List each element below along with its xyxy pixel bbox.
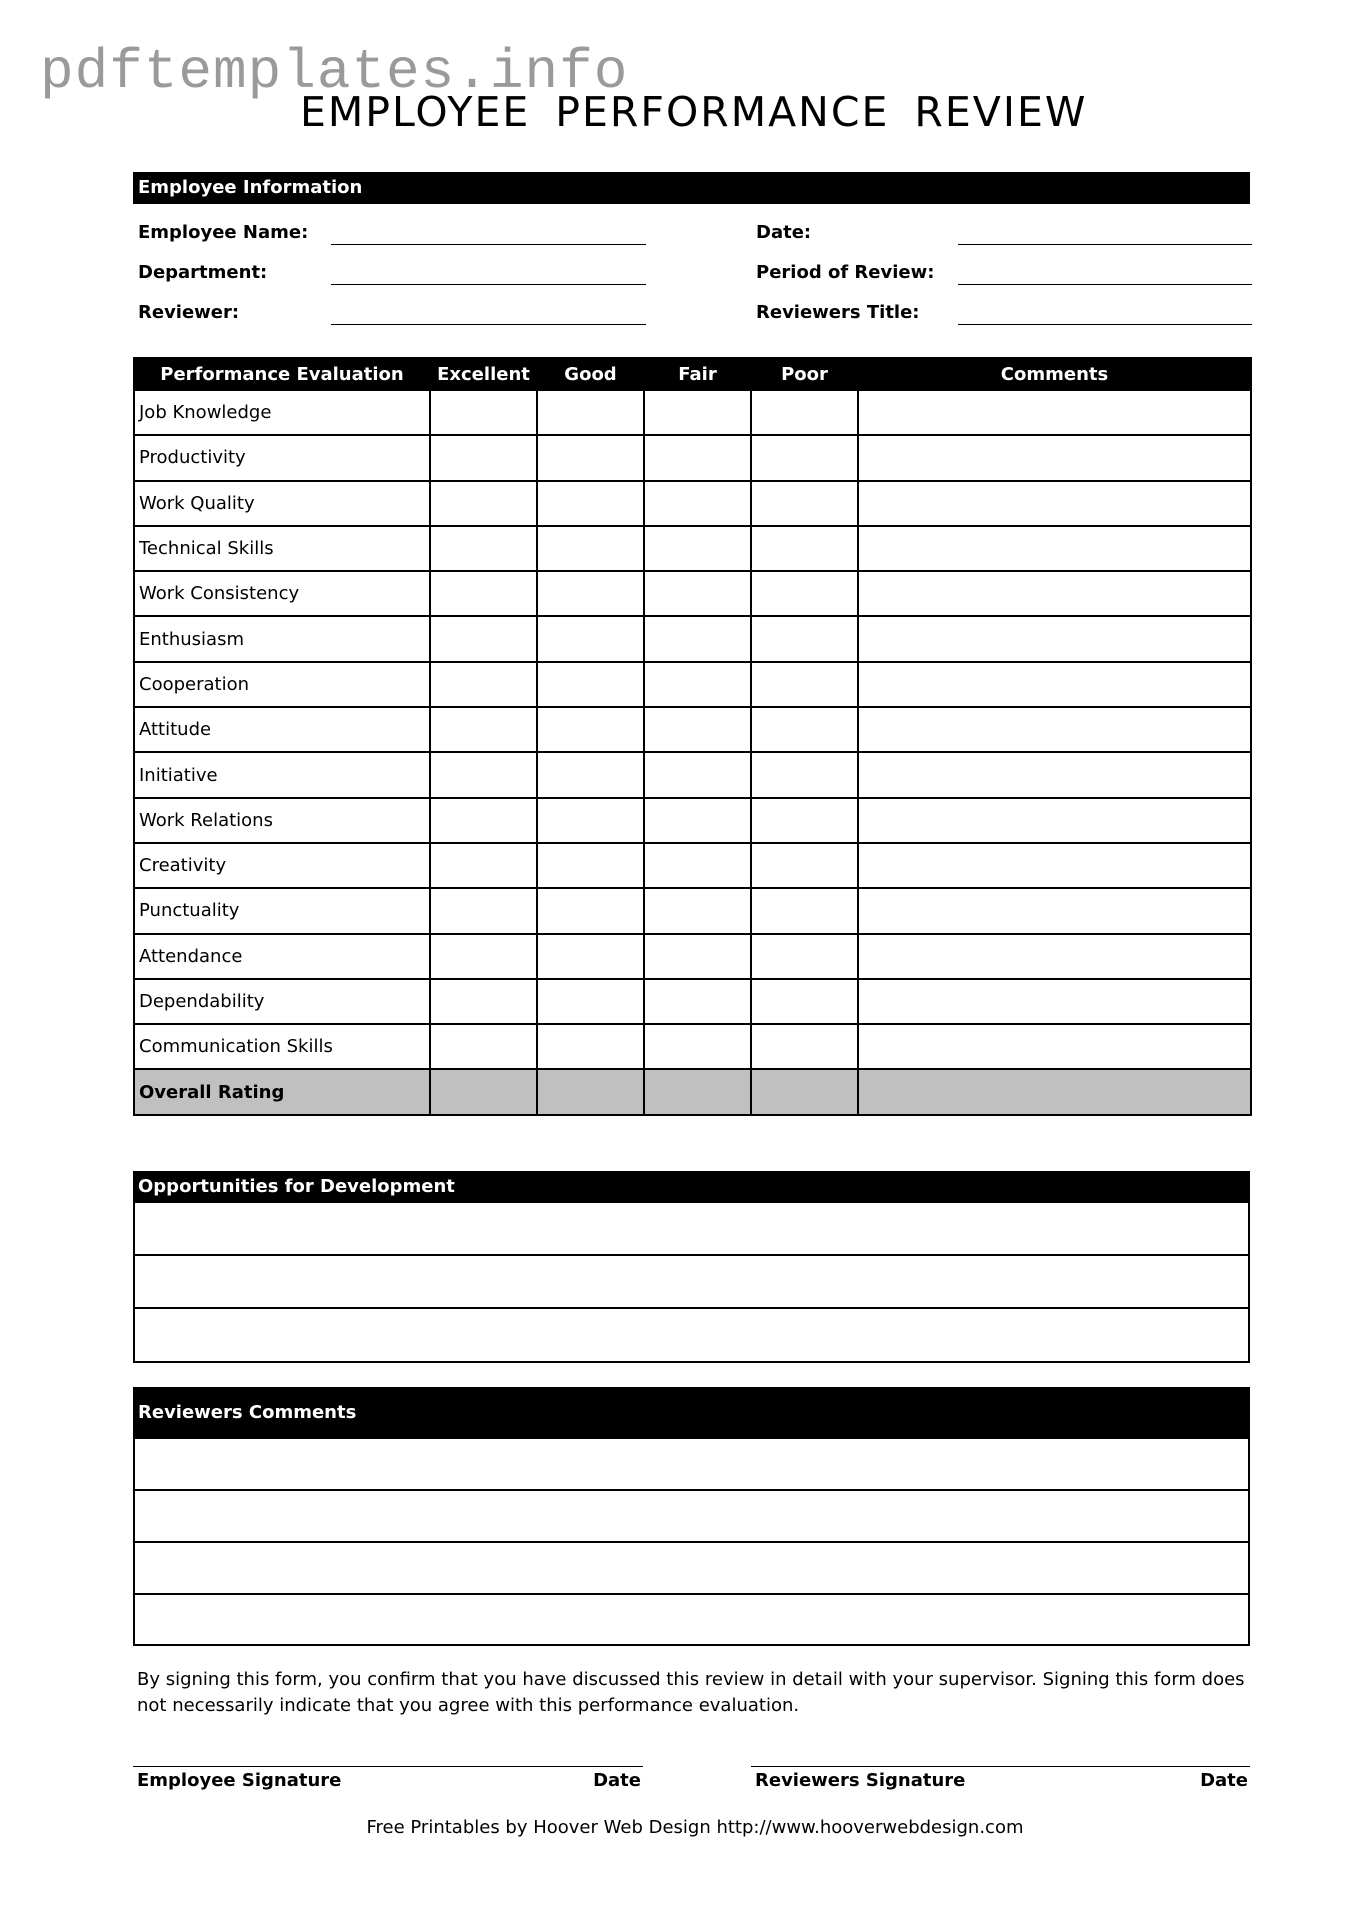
- fair-cell[interactable]: [644, 752, 751, 797]
- fair-cell[interactable]: [644, 390, 751, 435]
- comments-cell[interactable]: [858, 798, 1251, 843]
- poor-cell[interactable]: [751, 798, 858, 843]
- comments-cell[interactable]: [858, 934, 1251, 979]
- criteria-row: [134, 435, 1251, 480]
- good-cell[interactable]: [537, 571, 644, 616]
- criteria-label: Work Relations: [134, 798, 430, 843]
- good-cell[interactable]: [537, 526, 644, 571]
- poor-cell[interactable]: [751, 707, 858, 752]
- comments-cell[interactable]: [858, 888, 1251, 933]
- criteria-row: [134, 571, 1251, 616]
- development-heading: Opportunities for Development: [138, 1176, 455, 1197]
- criteria-row: [134, 616, 1251, 661]
- criteria-row: [134, 798, 1251, 843]
- period-of-review-field[interactable]: [958, 284, 1252, 285]
- good-cell[interactable]: [537, 435, 644, 480]
- good-cell[interactable]: [537, 888, 644, 933]
- criteria-row: [134, 888, 1251, 933]
- employee-signature-label: Employee Signature: [137, 1770, 342, 1791]
- excellent-cell[interactable]: [430, 1069, 537, 1114]
- employee-date-label: Date: [593, 1770, 641, 1791]
- excellent-cell[interactable]: [430, 571, 537, 616]
- excellent-cell[interactable]: [430, 707, 537, 752]
- development-line[interactable]: [135, 1203, 1248, 1256]
- fair-cell[interactable]: [644, 843, 751, 888]
- date-label: Date:: [756, 222, 812, 243]
- fair-cell[interactable]: [644, 707, 751, 752]
- reviewer-date-label: Date: [1200, 1770, 1248, 1791]
- overall-rating-row: [134, 1069, 1251, 1114]
- excellent-cell[interactable]: [430, 662, 537, 707]
- criteria-label: Dependability: [134, 979, 430, 1024]
- good-cell[interactable]: [537, 1024, 644, 1069]
- reviewer-comments-header: [133, 1387, 1250, 1439]
- criteria-row: [134, 934, 1251, 979]
- fair-cell[interactable]: [644, 571, 751, 616]
- good-cell[interactable]: [537, 979, 644, 1024]
- watermark: pdftemplates.info: [40, 40, 629, 104]
- employee-info-header: [133, 172, 1250, 204]
- good-cell[interactable]: [537, 662, 644, 707]
- reviewer-comment-line[interactable]: [135, 1491, 1248, 1543]
- criteria-label: Work Consistency: [134, 571, 430, 616]
- fair-cell[interactable]: [644, 798, 751, 843]
- comments-cell[interactable]: [858, 1024, 1251, 1069]
- criteria-label: Enthusiasm: [134, 616, 430, 661]
- column-header-poor: Poor: [751, 358, 858, 390]
- poor-cell[interactable]: [751, 435, 858, 480]
- period-of-review-label: Period of Review:: [756, 262, 935, 283]
- poor-cell[interactable]: [751, 934, 858, 979]
- column-header-fair: Fair: [644, 358, 751, 390]
- development-lines: [133, 1201, 1250, 1363]
- reviewer-comments-lines: [133, 1437, 1250, 1646]
- good-cell[interactable]: [537, 1069, 644, 1114]
- footer-credit: Free Printables by Hoover Web Design http://www.hooverwebdesign.com: [366, 1817, 1024, 1838]
- good-cell[interactable]: [537, 752, 644, 797]
- department-field[interactable]: [331, 284, 646, 285]
- development-line[interactable]: [135, 1256, 1248, 1309]
- column-header-excellent: Excellent: [430, 358, 537, 390]
- criteria-row: [134, 707, 1251, 752]
- date-field[interactable]: [958, 244, 1252, 245]
- reviewer-label: Reviewer:: [138, 302, 240, 323]
- fair-cell[interactable]: [644, 888, 751, 933]
- fair-cell[interactable]: [644, 934, 751, 979]
- excellent-cell[interactable]: [430, 888, 537, 933]
- development-line[interactable]: [135, 1309, 1248, 1361]
- poor-cell[interactable]: [751, 752, 858, 797]
- reviewer-comment-line[interactable]: [135, 1439, 1248, 1491]
- comments-cell[interactable]: [858, 707, 1251, 752]
- criteria-label: Technical Skills: [134, 526, 430, 571]
- reviewers-title-label: Reviewers Title:: [756, 302, 920, 323]
- poor-cell[interactable]: [751, 390, 858, 435]
- excellent-cell[interactable]: [430, 616, 537, 661]
- poor-cell[interactable]: [751, 1069, 858, 1114]
- criteria-label: Productivity: [134, 435, 430, 480]
- comments-cell[interactable]: [858, 571, 1251, 616]
- comments-cell[interactable]: [858, 752, 1251, 797]
- column-header-good: Good: [537, 358, 644, 390]
- criteria-label: Creativity: [134, 843, 430, 888]
- fair-cell[interactable]: [644, 662, 751, 707]
- reviewer-comment-line[interactable]: [135, 1543, 1248, 1595]
- criteria-label: Attitude: [134, 707, 430, 752]
- criteria-row: [134, 662, 1251, 707]
- criteria-label: Communication Skills: [134, 1024, 430, 1069]
- fair-cell[interactable]: [644, 1024, 751, 1069]
- good-cell[interactable]: [537, 481, 644, 526]
- poor-cell[interactable]: [751, 979, 858, 1024]
- fair-cell[interactable]: [644, 1069, 751, 1114]
- development-header: [133, 1171, 1250, 1203]
- poor-cell[interactable]: [751, 571, 858, 616]
- performance-evaluation-table: [133, 357, 1252, 1116]
- criteria-label: Work Quality: [134, 481, 430, 526]
- reviewers-title-field[interactable]: [958, 324, 1252, 325]
- criteria-label: Cooperation: [134, 662, 430, 707]
- poor-cell[interactable]: [751, 888, 858, 933]
- reviewer-comments-heading: Reviewers Comments: [138, 1402, 357, 1423]
- good-cell[interactable]: [537, 934, 644, 979]
- comments-cell[interactable]: [858, 662, 1251, 707]
- criteria-label: Punctuality: [134, 888, 430, 933]
- good-cell[interactable]: [537, 616, 644, 661]
- poor-cell[interactable]: [751, 843, 858, 888]
- excellent-cell[interactable]: [430, 843, 537, 888]
- comments-cell[interactable]: [858, 481, 1251, 526]
- criteria-label: Attendance: [134, 934, 430, 979]
- good-cell[interactable]: [537, 798, 644, 843]
- criteria-row: [134, 843, 1251, 888]
- reviewer-comment-line[interactable]: [135, 1595, 1248, 1644]
- good-cell[interactable]: [537, 843, 644, 888]
- comments-cell[interactable]: [858, 390, 1251, 435]
- fair-cell[interactable]: [644, 526, 751, 571]
- criteria-row: [134, 979, 1251, 1024]
- poor-cell[interactable]: [751, 526, 858, 571]
- poor-cell[interactable]: [751, 1024, 858, 1069]
- excellent-cell[interactable]: [430, 934, 537, 979]
- overall-rating-label: Overall Rating: [134, 1069, 430, 1114]
- excellent-cell[interactable]: [430, 979, 537, 1024]
- excellent-cell[interactable]: [430, 1024, 537, 1069]
- poor-cell[interactable]: [751, 481, 858, 526]
- criteria-row: [134, 481, 1251, 526]
- criteria-label: Job Knowledge: [134, 390, 430, 435]
- poor-cell[interactable]: [751, 616, 858, 661]
- criteria-row: [134, 1024, 1251, 1069]
- comments-cell[interactable]: [858, 1069, 1251, 1114]
- good-cell[interactable]: [537, 390, 644, 435]
- criteria-row: [134, 752, 1251, 797]
- page-title: EMPLOYEE PERFORMANCE REVIEW: [300, 88, 1088, 136]
- reviewer-signature-line[interactable]: [751, 1766, 1250, 1791]
- good-cell[interactable]: [537, 707, 644, 752]
- excellent-cell[interactable]: [430, 481, 537, 526]
- evaluation-header-row: [134, 358, 1251, 390]
- comments-cell[interactable]: [858, 435, 1251, 480]
- excellent-cell[interactable]: [430, 752, 537, 797]
- reviewer-signature-label: Reviewers Signature: [755, 1770, 966, 1791]
- fair-cell[interactable]: [644, 979, 751, 1024]
- fair-cell[interactable]: [644, 616, 751, 661]
- excellent-cell[interactable]: [430, 798, 537, 843]
- criteria-row: [134, 390, 1251, 435]
- employee-info-heading: Employee Information: [138, 177, 363, 198]
- column-header-criteria: Performance Evaluation: [134, 358, 430, 390]
- excellent-cell[interactable]: [430, 390, 537, 435]
- employee-name-field[interactable]: [331, 244, 646, 245]
- comments-cell[interactable]: [858, 979, 1251, 1024]
- employee-signature-line[interactable]: [133, 1766, 643, 1791]
- fair-cell[interactable]: [644, 435, 751, 480]
- column-header-comments: Comments: [858, 358, 1251, 390]
- criteria-row: [134, 526, 1251, 571]
- comments-cell[interactable]: [858, 843, 1251, 888]
- excellent-cell[interactable]: [430, 435, 537, 480]
- fair-cell[interactable]: [644, 481, 751, 526]
- poor-cell[interactable]: [751, 662, 858, 707]
- employee-name-label: Employee Name:: [138, 222, 309, 243]
- department-label: Department:: [138, 262, 268, 283]
- comments-cell[interactable]: [858, 526, 1251, 571]
- comments-cell[interactable]: [858, 616, 1251, 661]
- excellent-cell[interactable]: [430, 526, 537, 571]
- reviewer-field[interactable]: [331, 324, 646, 325]
- signature-disclaimer: By signing this form, you confirm that you have discussed this review in detail with your supervisor. Signing this form does not necessarily indicate that you agree with this performance evaluation.: [137, 1669, 1245, 1716]
- criteria-label: Initiative: [134, 752, 430, 797]
